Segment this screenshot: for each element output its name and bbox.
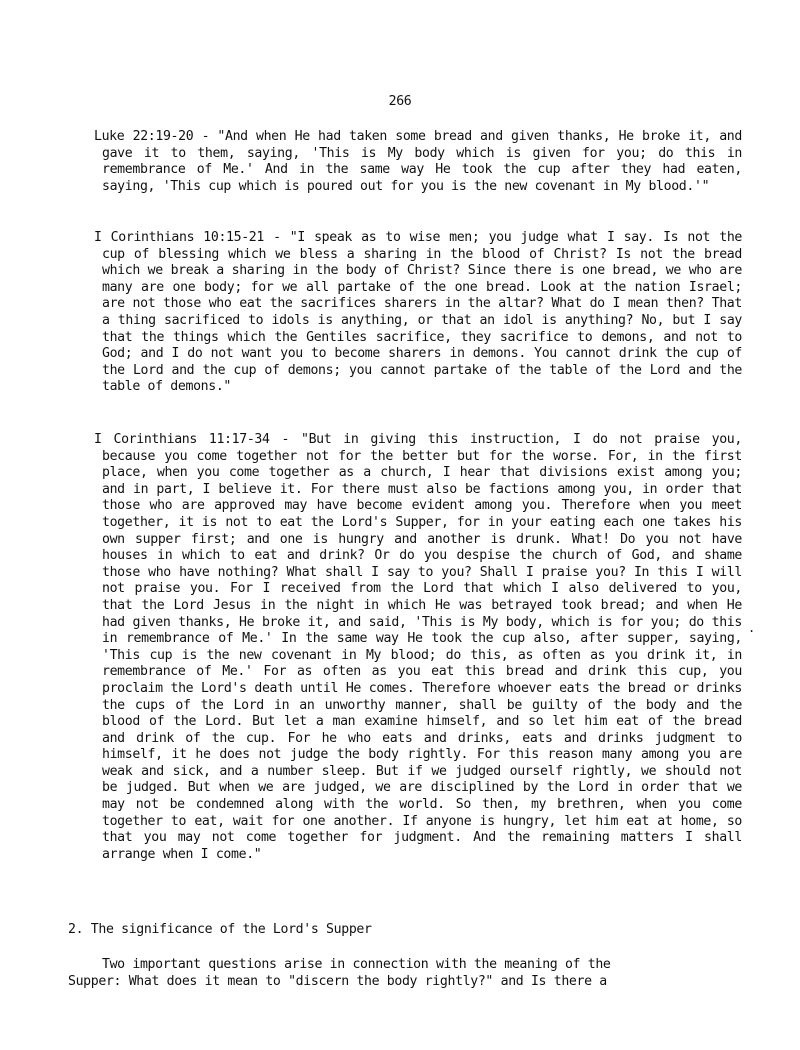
passage-separator: - bbox=[193, 129, 218, 144]
passage-separator: - bbox=[264, 230, 290, 245]
body-paragraph: Two important questions arise in connection with the meaning of the Supper: What does it mean to "discern the body rightly?" and Is there a bbox=[68, 957, 611, 989]
passage-reference: I Corinthians 11:17-34 bbox=[94, 432, 270, 447]
section-heading: 2. The significance of the Lord's Supper bbox=[68, 922, 372, 937]
passage-reference: I Corinthians 10:15-21 bbox=[94, 230, 264, 245]
passage-text: "And when He had taken some bread and given thanks, He broke it, and gave it to them, saying, 'This is My body which is given for you; do this in remembrance of Me.' And in the same way He took the cup after they had eaten, saying, 'This cup which is poured out for you is the new covenant in My blood.'" bbox=[102, 129, 742, 194]
passage-separator: - bbox=[269, 432, 301, 447]
page-number: 266 bbox=[388, 94, 412, 109]
scripture-passage-corinthians-11 bbox=[94, 432, 742, 863]
margin-mark: . bbox=[748, 621, 755, 635]
passage-text: "I speak as to wise men; you judge what I say. Is not the cup of blessing which we bless a sharing in the blood of Christ? Is not the bread which we break a sharing in the body of Christ? Since there is one bread, we who are many are one body; for we all partake of the one bread. Look at the nation Israel; are not those who eat the sacrifices sharers in the altar? What do I mean then? That a thing sacrificed to idols is anything, or that an idol is anything? No, but I say that the things which the Gentiles sacrifice, they sacrifice to demons, and not to God; and I do not want you to become sharers in demons. You cannot drink the cup of the Lord and the cup of demons; you cannot partake of the table of the Lord and the table of demons." bbox=[102, 230, 742, 395]
passage-text: "But in giving this instruction, I do not praise you, because you come together not for the better but for the worse. For, in the first place, when you come together as a church, I hear that divisions exist among you; and in part, I believe it. For there must also be factions among you, in order that those who are approved may have become evident among you. Therefore when you meet together, it is not to eat the Lord's Supper, for in your eating each one takes his own supper first; and one is hungry and another is drunk. What! Do you not have houses in which to eat and drink? Or do you despise the church of God, and shame those who have nothing? What shall I say to you? Shall I praise you? In this I will not praise you. For I received from the Lord that which I also delivered to you, that the Lord Jesus in the night in which He was betrayed took bread; and when He had given thanks, He broke it, and said, 'This is My body, which is for you; do this in remembrance of Me.' In the same way He took the cup also, after supper, saying, 'This cup is the new covenant in My blood; do this, as often as you drink it, in remembrance of Me.' For as often as you eat this bread and drink this cup, you proclaim the Lord's death until He comes. Therefore whoever eats the bread or drinks the cups of the Lord in an unworthy manner, shall be guilty of the body and the blood of the Lord. But let a man examine himself, and so let him eat of the bread and drink of the cup. For he who eats and drinks, eats and drinks judgment to himself, it he does not judge the body rightly. For this reason many among you are weak and sick, and a number sleep. But if we judged ourself rightly, we should not be judged. But when we are judged, we are disciplined by the Lord in order that we may not be condemned along with the world. So then, my brethren, when you come together to eat, wait for one another. If anyone is hungry, let him eat at home, so that you may not come together for judgment. And the remaining matters I shall arrange when I come." bbox=[102, 432, 742, 862]
scripture-passage-corinthians-10 bbox=[94, 230, 742, 396]
scripture-passage-luke bbox=[94, 129, 742, 195]
passage-reference: Luke 22:19-20 bbox=[94, 129, 194, 144]
